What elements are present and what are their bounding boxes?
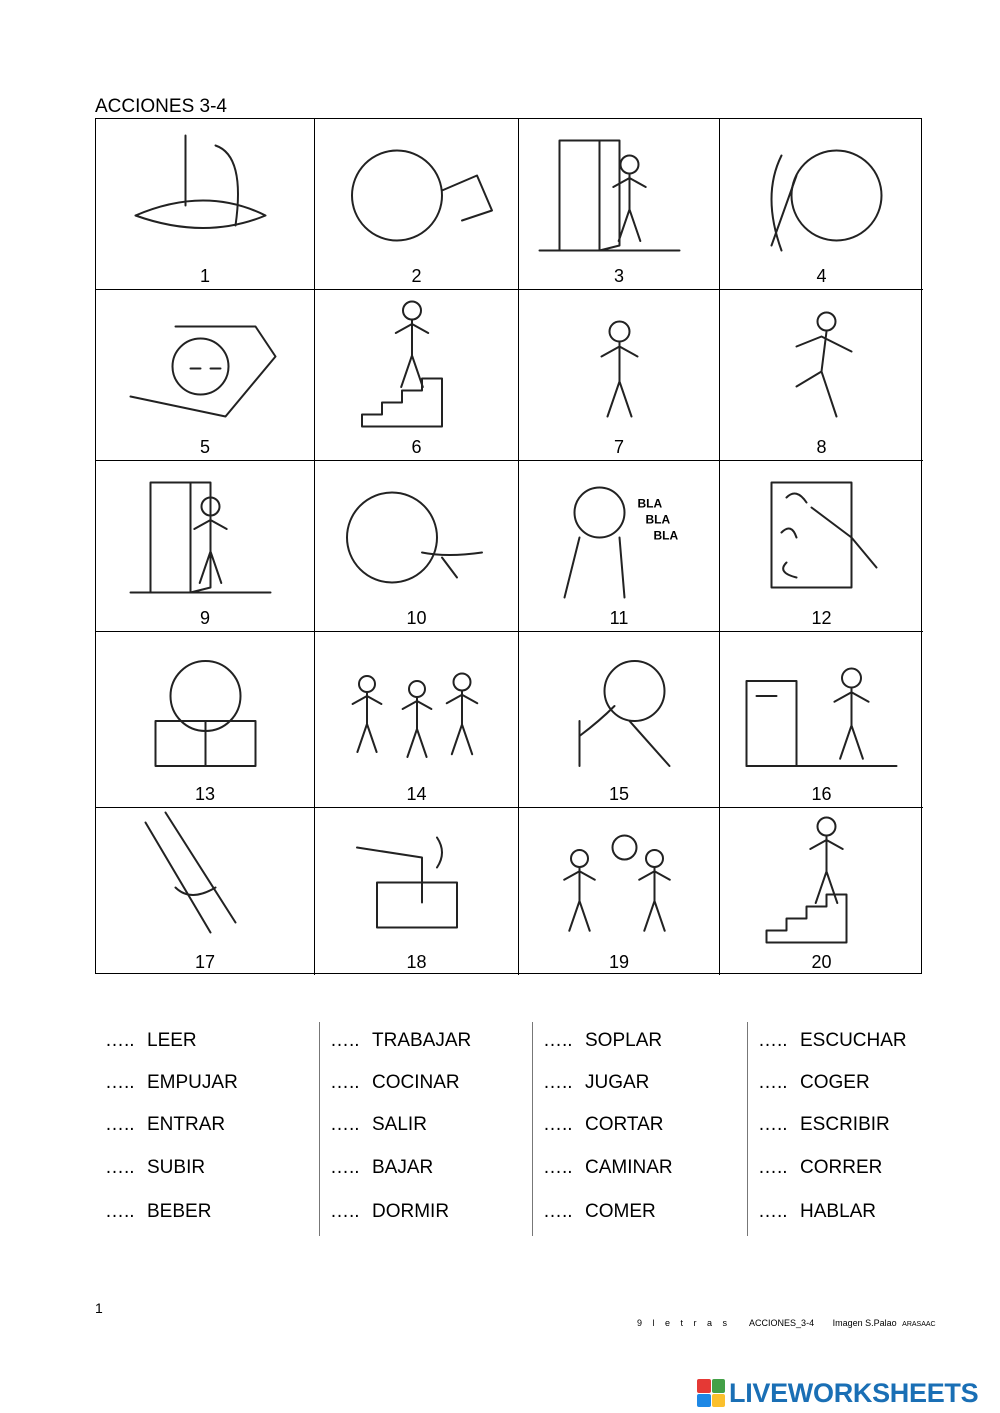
word-item <box>758 1030 907 1052</box>
blank-dots[interactable]: ….. <box>105 1114 135 1135</box>
pictogram-number: 6 <box>411 437 422 457</box>
word-item <box>330 1157 433 1179</box>
hand-writing-icon <box>720 461 923 606</box>
blank-dots[interactable]: ….. <box>330 1072 360 1093</box>
pictogram-number: 1 <box>199 266 210 286</box>
pictogram-cell <box>720 808 923 975</box>
pictogram-cell <box>519 632 720 808</box>
word-label: JUGAR <box>585 1072 650 1093</box>
blank-dots[interactable]: ….. <box>105 1072 135 1093</box>
svg-text:BLA: BLA <box>645 512 671 527</box>
blank-dots[interactable]: ….. <box>543 1157 573 1178</box>
pictogram-cell <box>96 119 315 290</box>
word-item <box>105 1030 197 1052</box>
blank-dots[interactable]: ….. <box>330 1157 360 1178</box>
blank-dots[interactable]: ….. <box>105 1157 135 1178</box>
blank-dots[interactable]: ….. <box>105 1201 135 1222</box>
blank-dots[interactable]: ….. <box>105 1030 135 1051</box>
pictogram-cell <box>315 290 519 461</box>
page-number: 1 <box>95 1300 103 1316</box>
word-label: COMER <box>585 1201 656 1222</box>
child-reading-book-icon <box>96 632 315 782</box>
blank-dots[interactable]: ….. <box>758 1030 788 1051</box>
pictogram-number: 18 <box>406 952 427 972</box>
word-label: CORRER <box>800 1157 883 1178</box>
word-item <box>758 1201 876 1223</box>
pictogram-cell <box>720 461 923 632</box>
blank-dots[interactable]: ….. <box>330 1030 360 1051</box>
person-walking-icon <box>519 290 720 435</box>
pictogram-number: 2 <box>411 266 422 286</box>
pictogram-number: 14 <box>406 784 427 804</box>
pictogram-number: 10 <box>406 608 427 628</box>
word-label: CORTAR <box>585 1114 664 1135</box>
blank-dots[interactable]: ….. <box>758 1157 788 1178</box>
word-label: CAMINAR <box>585 1157 673 1178</box>
pictogram-number: 5 <box>199 437 210 457</box>
blowing-candle-icon <box>519 632 720 782</box>
word-item <box>105 1072 238 1094</box>
word-label: DORMIR <box>372 1201 450 1222</box>
svg-text:BLA: BLA <box>653 528 679 543</box>
word-bank <box>95 1022 925 1236</box>
blank-dots[interactable]: ….. <box>543 1114 573 1135</box>
person-pushing-box-icon <box>720 632 923 782</box>
pictogram-cell <box>720 290 923 461</box>
word-item <box>330 1114 427 1136</box>
child-sleeping-icon <box>96 290 315 435</box>
word-item <box>105 1201 211 1223</box>
word-item <box>330 1030 471 1052</box>
person-entering-door-icon <box>519 119 720 264</box>
word-item <box>330 1201 449 1223</box>
word-item <box>543 1030 662 1052</box>
pictogram-cell <box>720 632 923 808</box>
word-column <box>532 1022 748 1236</box>
children-playing-ball-icon <box>519 808 720 949</box>
word-label: ESCRIBIR <box>800 1114 890 1135</box>
blank-dots[interactable]: ….. <box>330 1114 360 1135</box>
pictogram-cell <box>315 461 519 632</box>
word-label: SALIR <box>372 1114 427 1135</box>
pictogram-cell <box>315 632 519 808</box>
girl-walking-down-stairs-icon <box>315 290 519 435</box>
watermark-text: LIVEWORKSHEETS <box>729 1377 979 1408</box>
word-item <box>543 1157 673 1179</box>
pictogram-cell <box>720 119 923 290</box>
pictogram-cell <box>96 461 315 632</box>
liveworksheets-watermark[interactable] <box>697 1377 978 1409</box>
pictogram-number: 7 <box>613 437 624 457</box>
word-item <box>105 1114 225 1136</box>
pictogram-cell <box>96 808 315 975</box>
pictogram-number: 11 <box>609 608 629 628</box>
word-label: BEBER <box>147 1201 212 1222</box>
word-label: BAJAR <box>372 1157 434 1178</box>
footer-brand: 9 l e t r a s <box>637 1318 732 1328</box>
pictogram-number: 9 <box>199 608 210 628</box>
blank-dots[interactable]: ….. <box>543 1072 573 1093</box>
pictogram-number: 8 <box>816 437 827 457</box>
word-label: COCINAR <box>372 1072 460 1093</box>
word-label: COGER <box>800 1072 870 1093</box>
pictogram-number: 12 <box>811 608 832 628</box>
word-label: ESCUCHAR <box>800 1030 907 1051</box>
word-column <box>95 1022 319 1236</box>
word-label: SOPLAR <box>585 1030 663 1051</box>
pictogram-number: 20 <box>811 952 832 972</box>
talking-on-phone-icon <box>519 461 720 606</box>
word-column <box>747 1022 928 1236</box>
word-label: ENTRAR <box>147 1114 226 1135</box>
stirring-cooking-pot-icon <box>315 808 519 949</box>
footer-credit: Imagen S.Palao <box>832 1318 897 1328</box>
word-label: HABLAR <box>800 1201 877 1222</box>
pictogram-number: 13 <box>194 784 216 804</box>
word-label: EMPUJAR <box>147 1072 238 1093</box>
workers-group-icon <box>315 632 519 782</box>
blank-dots[interactable]: ….. <box>758 1072 788 1093</box>
eating-with-spoon-icon <box>315 461 519 606</box>
pictogram-cell <box>315 808 519 975</box>
pictogram-number: 17 <box>194 952 216 972</box>
pictogram-number: 4 <box>816 266 827 286</box>
word-item <box>543 1201 656 1223</box>
person-running-icon <box>720 290 923 435</box>
pictogram-cell <box>315 119 519 290</box>
pictogram-number: 3 <box>613 266 624 286</box>
word-item <box>543 1114 663 1136</box>
liveworksheets-logo-icon <box>697 1379 725 1407</box>
drinking-from-cup-icon <box>315 119 519 264</box>
svg-text:BLA: BLA <box>637 496 663 511</box>
footer-file: ACCIONES_3-4 <box>749 1318 815 1328</box>
blank-dots[interactable]: ….. <box>543 1201 573 1222</box>
hand-to-ear-listening-icon <box>720 119 923 264</box>
blank-dots[interactable]: ….. <box>330 1201 360 1222</box>
girl-climbing-stairs-icon <box>720 808 923 949</box>
pictogram-number: 15 <box>608 784 630 804</box>
word-label: TRABAJAR <box>372 1030 472 1051</box>
pictogram-cell <box>519 808 720 975</box>
girl-leaving-door-icon <box>96 461 315 606</box>
pictogram-cell <box>519 290 720 461</box>
blank-dots[interactable]: ….. <box>758 1114 788 1135</box>
hand-grabbing-bottle-icon <box>96 808 315 949</box>
word-column <box>319 1022 533 1236</box>
footer-credit-org: ARASAAC <box>902 1321 936 1328</box>
blank-dots[interactable]: ….. <box>758 1201 788 1222</box>
pictogram-cell <box>96 290 315 461</box>
word-item <box>543 1072 649 1094</box>
pictogram-cell <box>519 461 720 632</box>
page-footer <box>637 1318 952 1328</box>
word-label: LEER <box>147 1030 197 1051</box>
pictogram-number: 16 <box>811 784 832 804</box>
blank-dots[interactable]: ….. <box>543 1030 573 1051</box>
word-label: SUBIR <box>147 1157 206 1178</box>
knife-cutting-bread-icon <box>96 119 315 264</box>
word-item <box>758 1157 882 1179</box>
worksheet-title: ACCIONES 3-4 <box>95 96 227 117</box>
word-item <box>105 1157 205 1179</box>
word-item <box>758 1072 870 1094</box>
pictogram-number: 19 <box>608 952 630 972</box>
pictogram-cell <box>519 119 720 290</box>
pictogram-cell <box>96 632 315 808</box>
pictogram-grid <box>95 118 922 974</box>
word-item <box>330 1072 460 1094</box>
word-item <box>758 1114 890 1136</box>
